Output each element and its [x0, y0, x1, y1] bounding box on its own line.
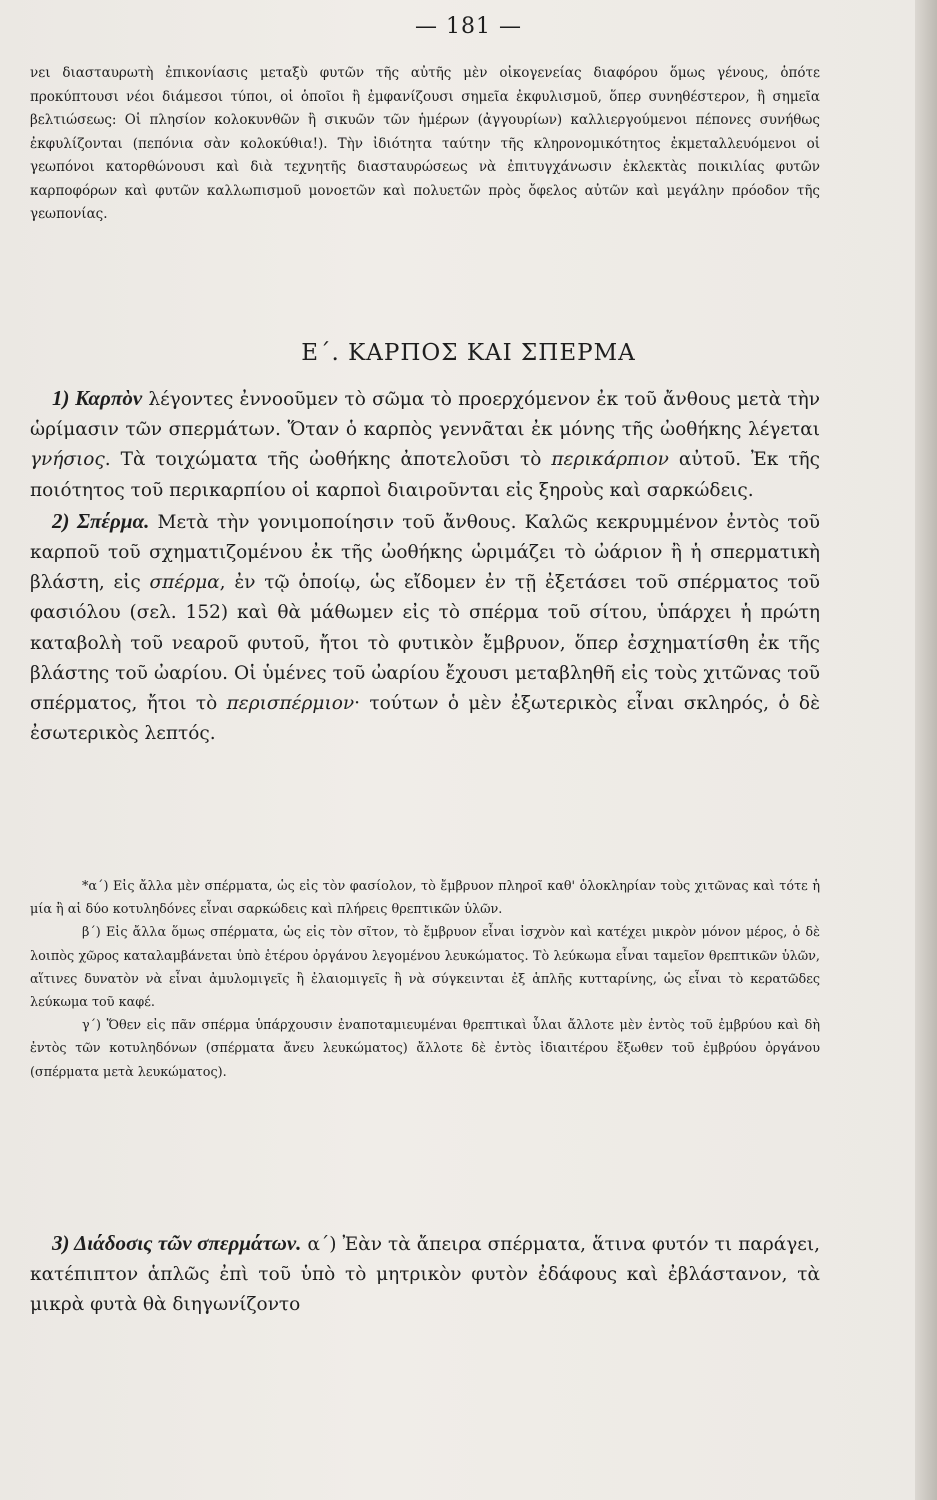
main-text	[30, 383, 820, 749]
page-edge	[915, 0, 937, 1500]
note-c: γ΄) Ὅθεν εἰς πᾶν σπέρμα ὑπάρχουσιν ἐναποταμιευμέναι θρεπτικαὶ ὗλαι ἄλλοτε μὲν ἐντὸς τοῦ ἐμβρύου καὶ δὴ ἐντὸς τῶν κοτυληδόνων (σπέρματα ἄνευ λευκώματος) ἄλλοτε δὲ ἐντὸς ἰδιαιτέρου ἔξωθεν τοῦ ἐμβρύου ὀργάνου (σπέρματα μετὰ λευκώματος).	[30, 1018, 820, 1080]
seed-text-c: · τούτων ὁ μὲν ἐξωτερικὸς εἶναι σκληρός, ὁ δὲ ἐσωτερικὸς λεπτός.	[30, 693, 820, 745]
note-b: β΄) Εἰς ἄλλα ὅμως σπέρματα, ὡς εἰς τὸν σῖτον, τὸ ἔμβρυον εἶναι ἰσχνὸν καὶ κατέχει μικρὸν μόνον μέρος, ὁ δὲ λοιπὸς χῶρος καταλαμβάνεται ὑπὸ ἑτέρου ὀργάνου λεγομένου λευκώματος. Τὸ λεύκωμα εἶναι ταμεῖον θρεπτικῶν ὑλῶν, αἵτινες δυνατὸν νὰ εἶναι ἀμυλομιγεῖς ἢ ἐλαιομιγεῖς ἢ νὰ σύγκεινται ἐξ ἁπλῆς κυτταρίνης, ὡς εἶναι τὸ κερατῶδες λεύκωμα τοῦ καφέ.	[30, 925, 820, 1011]
note-a: *α΄) Εἰς ἄλλα μὲν σπέρματα, ὡς εἰς τὸν φασίολον, τὸ ἔμβρυον πληροῖ καθ' ὁλοκληρίαν τοὺς χιτῶνας καὶ τότε ἡ μία ἢ αἱ δύο κοτυληδόνες εἶναι σαρκώδεις καὶ πλήρεις θρεπτικῶν ὑλῶν.	[30, 879, 820, 918]
seed-term-b: περισπέρμιον	[226, 693, 355, 715]
section-heading: Ε΄. ΚΑΡΠΟΣ ΚΑΙ ΣΠΕΡΜΑ	[301, 340, 636, 366]
dispersal-text: α΄) Ἐὰν τὰ ἄπειρα σπέρματα, ἅτινα φυτόν τι παράγει, κατέπιπτον ἁπλῶς ἐπὶ τοῦ ὑπὸ τὸ μητρικὸν φυτὸν ἐδάφους καὶ ἐβλάστανον, τὰ μικρὰ φυτὰ θὰ διηγωνίζοντο	[30, 1234, 820, 1316]
seed-term-a: σπέρμα	[149, 572, 220, 594]
paragraph-dispersal	[30, 1228, 820, 1321]
paragraph-seed	[30, 506, 820, 750]
seed-text-b: , ἐν τῷ ὁποίῳ, ὡς εἴδομεν ἐν τῇ ἐξετάσει τοῦ σπέρματος τοῦ φασιόλου (σελ. 152) καὶ θὰ μάθωμεν εἰς τὸ σπέρμα τοῦ σίτου, ὑπάρχει ἡ πρώτη καταβολὴ τοῦ νεαροῦ φυτοῦ, ἤτοι τὸ φυτικὸν ἔμβρυον, ὅπερ ἐσχηματίσθη ἐκ τῆς βλάστης τοῦ ὠαρίου. Οἱ ὑμένες τοῦ ὠαρίου ἔχουσι μεταβληθῆ εἰς τοὺς χιτῶνας τοῦ σπέρματος, ἤτοι τὸ	[30, 572, 820, 715]
page-number: — 181 —	[415, 14, 522, 39]
fruit-term-a: γνήσιος	[30, 449, 105, 471]
seed-text-a: Μετὰ τὴν γονιμοποίησιν τοῦ ἄνθους. Καλῶς κεκρυμμένον ἐντὸς τοῦ καρποῦ τοῦ σχηματιζομένου ἐκ τῆς ὠοθήκης ὡριμάζει τὸ ὠάριον ἢ ἡ σπερματικὴ βλάστη, εἰς	[30, 511, 821, 594]
fruit-label: 1) Καρπὸν	[52, 386, 143, 410]
dispersal-label: 3) Διάδοσις τῶν σπερμάτων.	[52, 1231, 302, 1255]
fruit-text-c: αὐτοῦ. Ἐκ τῆς ποιότητος τοῦ περικαρπίου οἱ καρποὶ διαιροῦνται εἰς ξηροὺς καὶ σαρκώδεις.	[30, 449, 820, 501]
paragraph-fruit	[30, 383, 820, 506]
fruit-text-a: λέγοντες ἐννοοῦμεν τὸ σῶμα τὸ προερχόμενον ἐκ τοῦ ἄνθους μετὰ τὴν ὡρίμασιν τῶν σπερμάτων. Ὅταν ὁ καρπὸς γεννᾶται ἐκ μόνης τῆς ὠοθήκης λέγεται	[30, 389, 821, 441]
dispersal-block	[30, 1228, 820, 1321]
notes-block	[30, 875, 820, 1084]
intro-block	[30, 62, 820, 227]
seed-label: 2) Σπέρμα.	[52, 508, 150, 533]
fruit-term-b: περικάρπιον	[551, 449, 669, 471]
intro-paragraph: νει διασταυρωτὴ ἐπικονίασις μεταξὺ φυτῶν τῆς αὐτῆς μὲν οἰκογενείας διαφόρου ὅμως γένους, ὁπότε προκύπτουσι νέοι διάμεσοι τύποι, οἱ ὁποῖοι ἢ ἐμφανίζουσι σημεῖα ἐκφυλισμοῦ, ὅπερ συνηθέστερον, ἢ σημεῖα βελτιώσεως: Οἱ πλησίον κολοκυνθῶν ἢ σικυῶν τῶν ἡμέρων (ἀγγουρίων) καλλιεργούμενοι πέπονες συνήθως ἐκφυλίζονται (πεπόνια σὰν κολοκύθια!). Τὴν ἰδιότητα ταύτην τῆς κληρονομικότητος ἐκμεταλλευόμενοι οἱ γεωπόνοι κατορθώνουσι καὶ διὰ τεχνητῆς διασταυρώσεως νὰ ἐπιτυγχάνωσιν ἐκλεκτὰς ποικιλίας φυτῶν καρποφόρων καὶ φυτῶν καλλωπισμοῦ μονοετῶν καὶ πολυετῶν πρὸς ὄφελος αὐτῶν καὶ μεγάλην πρόοδον τῆς γεωπονίας.	[30, 65, 820, 222]
fruit-text-b: . Τὰ τοιχώματα τῆς ὠοθήκης ἀποτελοῦσι τὸ	[104, 449, 542, 471]
